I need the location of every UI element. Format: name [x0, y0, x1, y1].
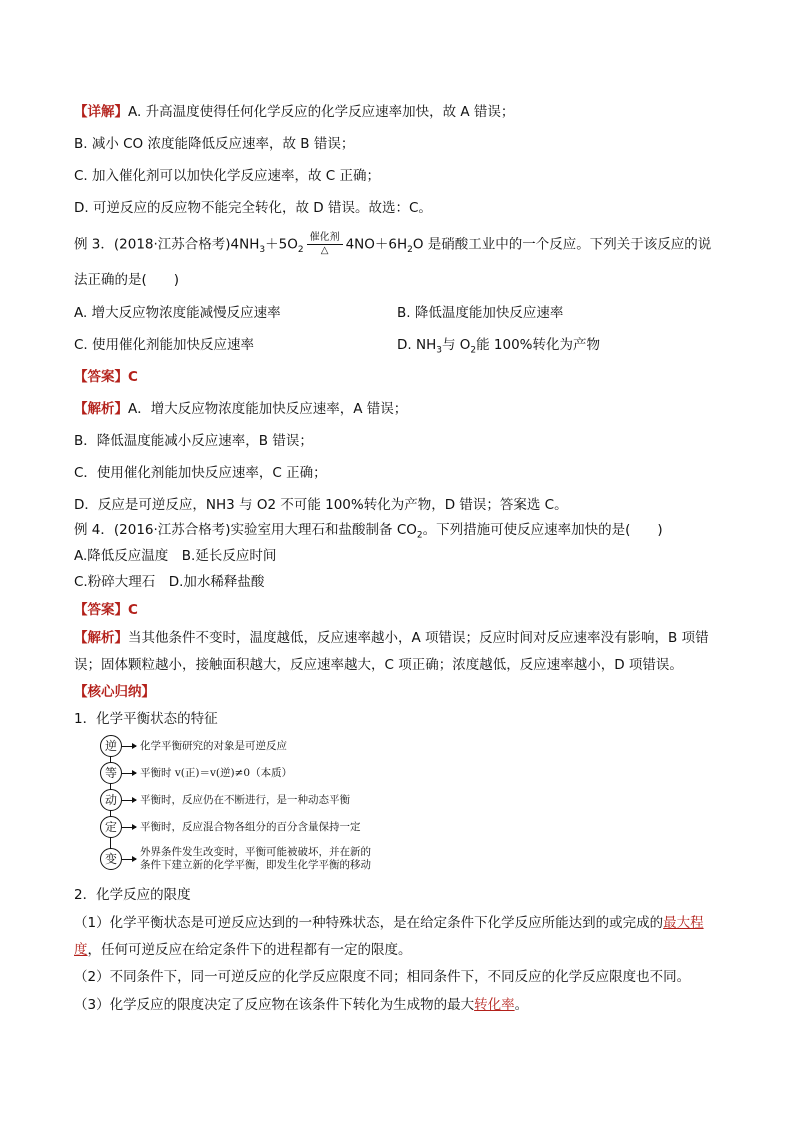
ex3-answer	[74, 368, 138, 386]
summary-p1-text-cont: ，任何可逆反应在给定条件下的进程都有一定的限度。	[87, 942, 412, 958]
summary-p1-text: （1）化学平衡状态是可逆反应达到的一种特殊状态，是在给定条件下化学反应所能达到的或完成的	[74, 915, 664, 931]
ex3-option-c: C. 使用催化剂能加快反应速率	[74, 337, 255, 353]
summary-tag: 【核心归纳】	[74, 684, 155, 700]
ex4-stem-2: 。下列措施可使反应速率加快的是( )	[422, 522, 663, 538]
equilibrium-features-diagram	[100, 735, 400, 875]
summary-p3-end: 。	[514, 997, 529, 1013]
summary-paragraph-3	[74, 996, 528, 1014]
example3-stem-line2: 法正确的是( )	[74, 272, 180, 288]
reaction-condition	[307, 233, 343, 256]
example3-stem	[74, 233, 711, 259]
ex4-analysis-2: 误；固体颗粒越小，接触面积越大，反应速率越大，C 项正确；浓度越低，反应速率越小，D 项错误。	[74, 657, 683, 673]
detail-a-text: A. 升高温度使得任何化学反应的化学反应速率加快，故 A 错误；	[128, 104, 515, 120]
ex3-sub-h: 2	[407, 245, 413, 256]
summary-paragraph-2: （2）不同条件下，同一可逆反应的化学反应限度不同；相同条件下，不同反应的化学反应限度也不同。	[74, 969, 691, 985]
diagram-text-reversible: 化学平衡研究的对象是可逆反应	[140, 740, 287, 752]
diagram-node-equal: 等	[100, 762, 122, 784]
ex3-product: 4NO＋6H	[345, 236, 408, 253]
ex3-analysis-d: D．反应是可逆反应，NH3 与 O2 不可能 100%转化为产物，D 错误；答案选 C。	[74, 497, 568, 513]
diagram-text-equal: 平衡时 v(正)＝v(逆)≠0（本质）	[140, 767, 293, 779]
diagram-arrow	[122, 800, 136, 801]
ex3-analysis-b: B．降低温度能减小反应速率，B 错误；	[74, 433, 313, 449]
ex3-prefix: 例 3．(2018·江苏合格考)4NH	[74, 236, 260, 253]
ex4-analysis-tag: 【解析】	[74, 630, 128, 646]
ex3-plus: ＋5O	[265, 236, 298, 253]
diagram-arrow	[122, 773, 136, 774]
diagram-text-dynamic: 平衡时，反应仍在不断进行，是一种动态平衡	[140, 794, 350, 806]
summary-p3-underline: 转化率	[474, 997, 515, 1013]
example4-stem	[74, 521, 663, 545]
summary-p3-text: （3）化学反应的限度决定了反应物在该条件下转化为生成物的最大	[74, 997, 475, 1013]
ex4-options-2: C.粉碎大理石 D.加水稀释盐酸	[74, 574, 265, 590]
ex4-stem-sub: 2	[416, 530, 423, 541]
ex3-opt-d-sub1: 3	[436, 345, 442, 356]
detail-line-d: D. 可逆反应的反应物不能完全转化，故 D 错误。故选：C。	[74, 200, 432, 216]
ex3-suffix: O 是硝酸工业中的一个反应。下列关于该反应的说	[412, 236, 712, 253]
condition-heat: △	[320, 245, 329, 256]
ex3-option-b: B. 降低温度能加快反应速率	[397, 305, 564, 321]
diagram-arrow	[122, 827, 136, 828]
summary-paragraph-1-cont	[74, 941, 412, 959]
ex4-answer	[74, 601, 138, 619]
ex3-sub3: 3	[259, 245, 266, 256]
ex3-opt-d-1: D. NH	[397, 337, 437, 353]
ex3-analysis-c: C．使用催化剂能加快反应速率，C 正确；	[74, 465, 327, 481]
ex3-answer-value: C	[128, 369, 138, 385]
ex4-answer-value: C	[128, 602, 138, 618]
ex3-answer-tag: 【答案】	[74, 369, 128, 385]
diagram-text-fixed: 平衡时，反应混合物各组分的百分含量保持一定	[140, 821, 361, 833]
diagram-text-change-1: 外界条件发生改变时，平衡可能被破坏，并在新的	[140, 846, 371, 858]
ex4-answer-tag: 【答案】	[74, 602, 128, 618]
summary-p1-underline-cont: 度	[74, 942, 88, 958]
summary-heading-2: 2．化学反应的限度	[74, 887, 191, 903]
summary-p1-underline: 最大程	[663, 915, 704, 931]
detail-line-a	[74, 103, 514, 121]
detail-line-b: B. 减小 CO 浓度能降低反应速率，故 B 错误；	[74, 136, 355, 152]
detail-line-c: C. 加入催化剂可以加快化学反应速率，故 C 正确；	[74, 168, 381, 184]
ex4-options-1: A.降低反应温度 B.延长反应时间	[74, 548, 277, 564]
diagram-node-reversible: 逆	[100, 735, 122, 757]
ex4-analysis-1	[74, 629, 709, 647]
diagram-node-fixed: 定	[100, 816, 122, 838]
ex3-opt-d-3: 能 100%转化为产物	[476, 337, 601, 353]
ex3-analysis-a	[74, 400, 407, 418]
ex3-option-a: A. 增大反应物浓度能减慢反应速率	[74, 305, 281, 321]
diagram-arrow	[122, 859, 136, 860]
ex3-opt-d-2: 与 O	[441, 337, 471, 353]
detail-tag: 【详解】	[74, 104, 128, 120]
ex3-analysis-a-text: A．增大反应物浓度能加快反应速率，A 错误；	[128, 401, 408, 417]
ex3-sub2: 2	[297, 245, 304, 256]
diagram-node-change: 变	[100, 848, 122, 870]
ex3-option-d	[397, 336, 600, 360]
diagram-text-change-2: 条件下建立新的化学平衡，即发生化学平衡的移动	[140, 859, 371, 871]
ex3-opt-d-sub2: 2	[470, 345, 477, 356]
condition-catalyst: 催化剂	[307, 233, 343, 245]
ex3-analysis-tag: 【解析】	[74, 401, 128, 417]
diagram-arrow	[122, 746, 136, 747]
summary-heading-1: 1．化学平衡状态的特征	[74, 711, 218, 727]
summary-paragraph-1	[74, 914, 704, 932]
diagram-node-dynamic: 动	[100, 789, 122, 811]
ex4-stem-1: 例 4．(2016·江苏合格考)实验室用大理石和盐酸制备 CO	[74, 522, 417, 538]
ex4-analysis-1-text: 当其他条件不变时，温度越低，反应速率越小，A 项错误；反应时间对反应速率没有影响，B 项错	[128, 630, 709, 646]
